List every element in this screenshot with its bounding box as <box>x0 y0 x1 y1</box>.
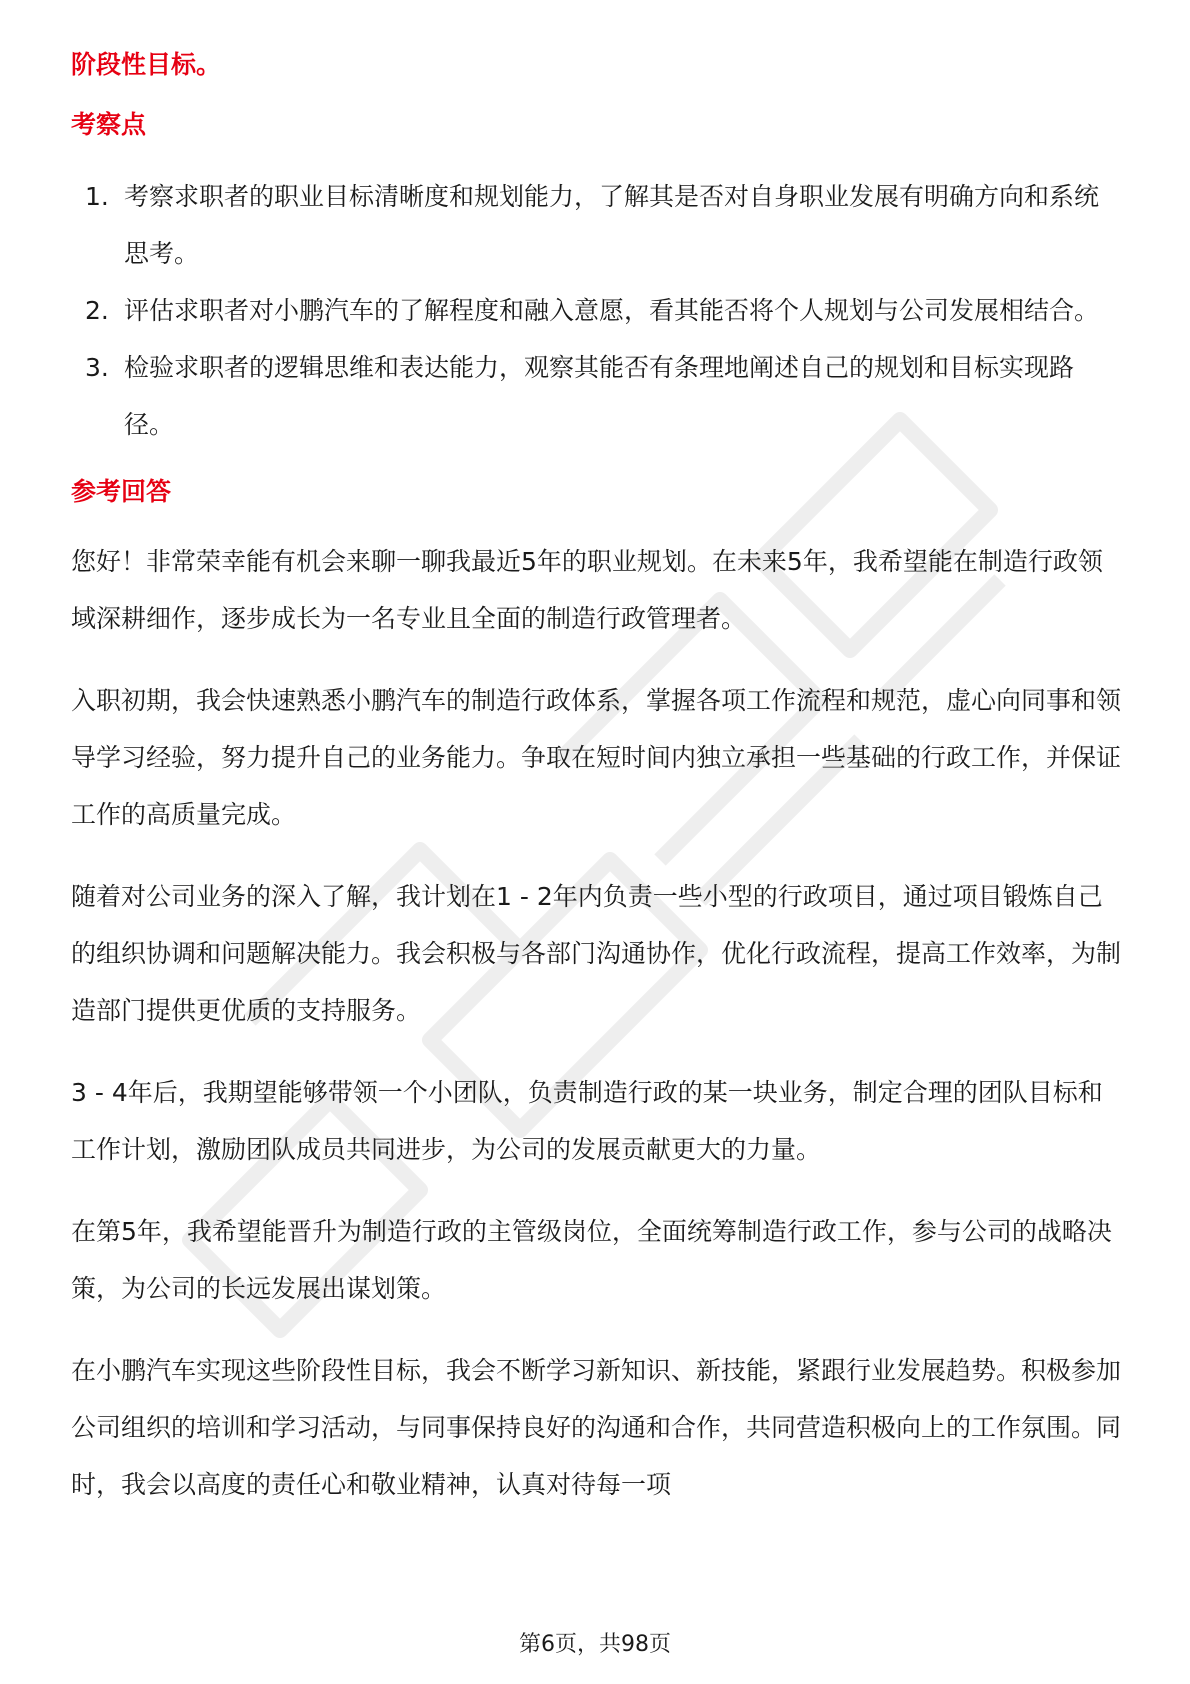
list-item-text: 考察求职者的职业目标清晰度和规划能力，了解其是否对自身职业发展有明确方向和系统思考。 <box>124 182 1100 268</box>
list-item-number: 3. <box>85 353 109 382</box>
list-item-number: 2. <box>85 296 109 325</box>
answer-paragraph: 您好！非常荣幸能有机会来聊一聊我最近5年的职业规划。在未来5年，我希望能在制造行政领域深耕细作，逐步成长为一名专业且全面的制造行政管理者。 <box>71 547 1103 633</box>
list-item <box>71 282 1121 339</box>
answer-paragraph: 3 - 4年后，我期望能够带领一个小团队，负责制造行政的某一块业务，制定合理的团队目标和工作计划，激励团队成员共同进步，为公司的发展贡献更大的力量。 <box>71 1078 1103 1164</box>
list-item <box>71 168 1121 282</box>
assessment-points-heading: 考察点 <box>71 110 147 139</box>
page-number-footer: 第6页，共98页 <box>519 1632 671 1657</box>
list-item <box>71 339 1121 453</box>
list-item-text: 检验求职者的逻辑思维和表达能力，观察其能否有条理地阐述自己的规划和目标实现路径。 <box>124 353 1075 439</box>
list-item-text: 评估求职者对小鹏汽车的了解程度和融入意愿，看其能否将个人规划与公司发展相结合。 <box>124 296 1100 325</box>
answer-paragraph: 入职初期，我会快速熟悉小鹏汽车的制造行政体系，掌握各项工作流程和规范，虚心向同事和领导学习经验，努力提升自己的业务能力。争取在短时间内独立承担一些基础的行政工作，并保证工作的高质量完成。 <box>71 686 1122 829</box>
list-item-number: 1. <box>85 182 109 211</box>
answer-paragraph: 在小鹏汽车实现这些阶段性目标，我会不断学习新知识、新技能，紧跟行业发展趋势。积极参加公司组织的培训和学习活动，与同事保持良好的沟通和合作，共同营造积极向上的工作氛围。同时，我会以高度的责任心和敬业精神，认真对待每一项 <box>71 1356 1122 1499</box>
stage-goal-heading: 阶段性目标。 <box>71 50 222 79</box>
assessment-points-list <box>71 168 1121 453</box>
answer-paragraph: 随着对公司业务的深入了解，我计划在1 - 2年内负责一些小型的行政项目，通过项目锻炼自己的组织协调和问题解决能力。我会积极与各部门沟通协作，优化行政流程，提高工作效率，为制造部门提供更优质的支持服务。 <box>71 882 1122 1025</box>
answer-paragraph: 在第5年，我希望能晋升为制造行政的主管级岗位，全面统筹制造行政工作，参与公司的战略决策，为公司的长远发展出谋划策。 <box>71 1217 1112 1303</box>
reference-answer-heading: 参考回答 <box>71 477 172 506</box>
document-content <box>71 48 1121 1513</box>
